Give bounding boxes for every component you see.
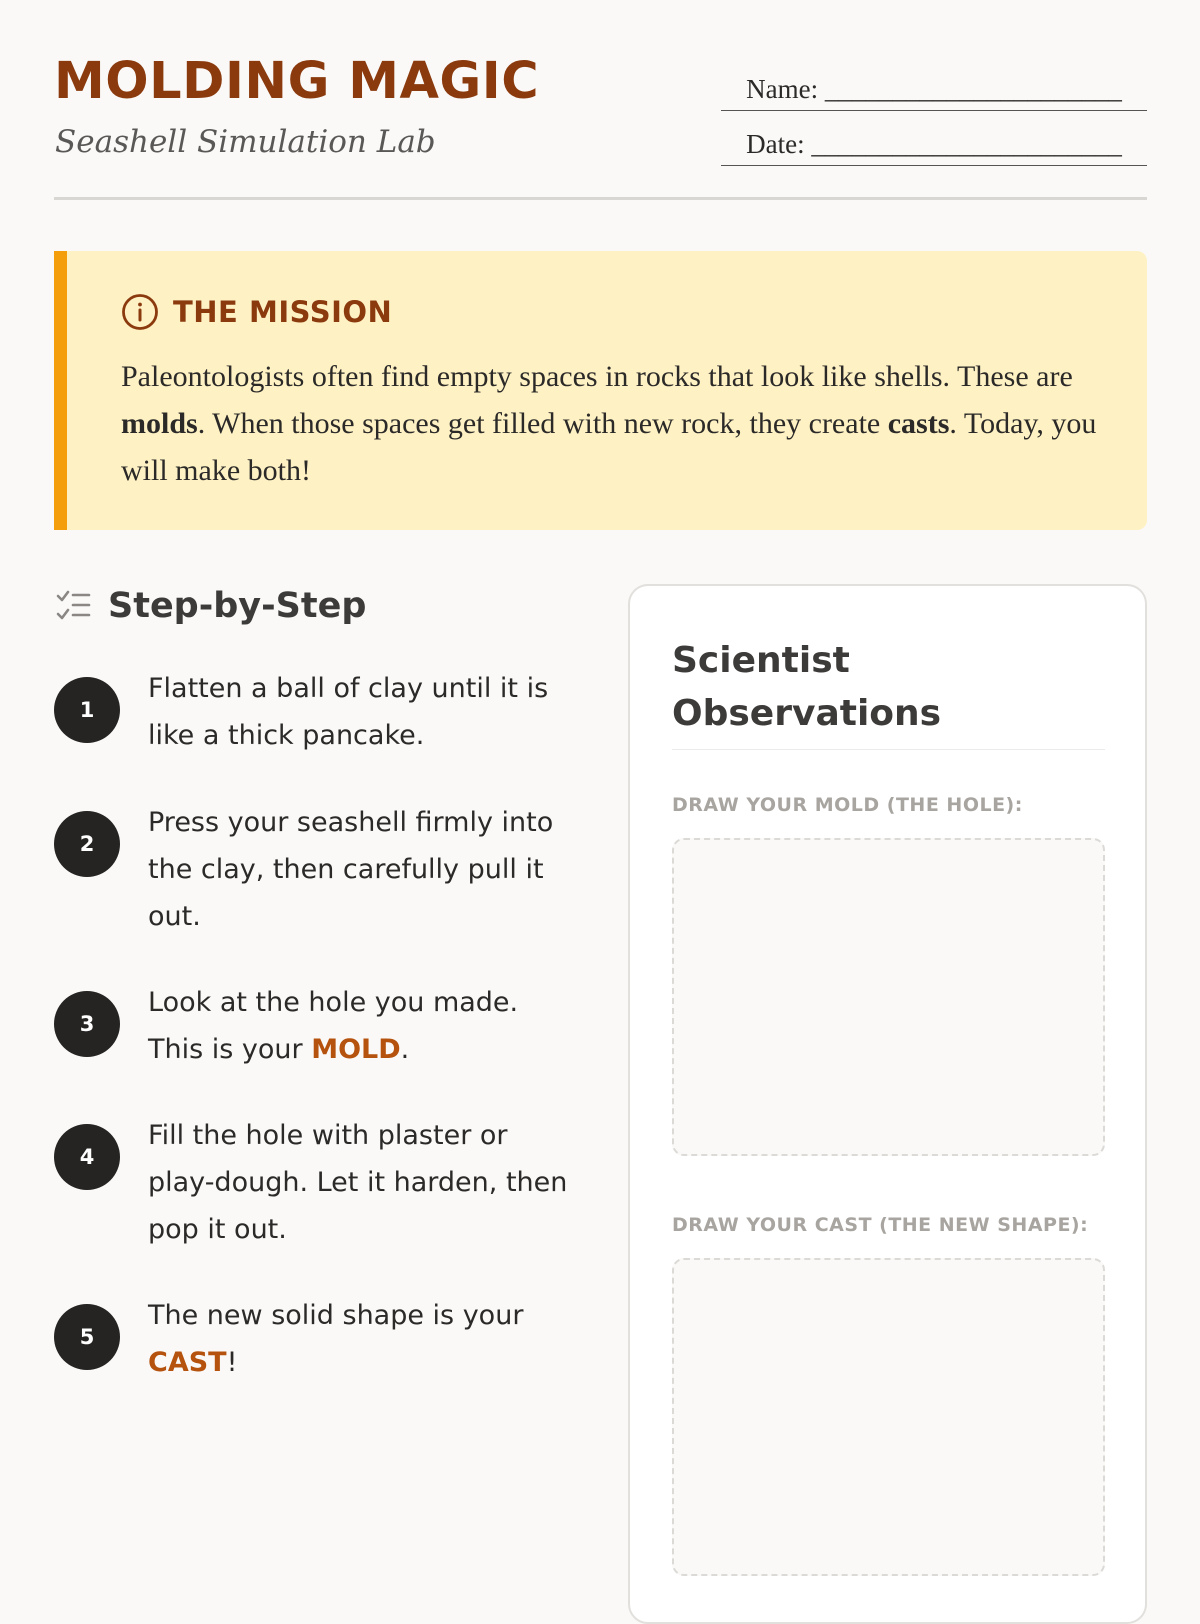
step-text: Fill the hole with plaster or play-dough. Let it harden, then pop it out. <box>148 1120 568 1245</box>
step-text: Press your seashell firmly into the clay, then carefully pull it out. <box>148 807 554 932</box>
mission-text-part: . Today, you will make both! <box>121 407 1097 487</box>
step-text <box>148 979 578 1073</box>
step-text-part: Look at the hole you made. This is your <box>148 987 519 1065</box>
step-text-part: The new solid shape is your <box>148 1300 524 1331</box>
mission-title: THE MISSION <box>173 295 393 329</box>
worksheet-header <box>54 0 1147 200</box>
step-number: 5 <box>54 1304 120 1370</box>
steps-title: Step-by-Step <box>108 586 367 626</box>
cast-drawing-label: DRAW YOUR CAST (THE NEW SHAPE): <box>672 1214 1089 1236</box>
step-text: Flatten a ball of clay until it is like a thick pancake. <box>148 673 549 751</box>
step-number: 1 <box>54 677 120 743</box>
mold-drawing-area[interactable] <box>672 838 1105 1156</box>
observations-title: Scientist Observations <box>672 640 942 734</box>
mold-drawing-label: DRAW YOUR MOLD (THE HOLE): <box>672 794 1023 816</box>
step-text-part: ! <box>226 1347 238 1378</box>
keyword-molds: molds <box>121 407 198 440</box>
name-field[interactable]: Name: ______________________ <box>721 74 1147 111</box>
step-number: 4 <box>54 1124 120 1190</box>
cast-drawing-area[interactable] <box>672 1258 1105 1576</box>
mission-text-part: Paleontologists often find empty spaces in rocks that look like shells. These are <box>121 360 1073 393</box>
info-icon <box>121 293 159 331</box>
divider <box>672 749 1105 750</box>
keyword-casts: casts <box>887 407 950 440</box>
step-text <box>148 1292 578 1386</box>
keyword-mold: MOLD <box>311 1034 401 1065</box>
step-number: 3 <box>54 991 120 1057</box>
step-number: 2 <box>54 811 120 877</box>
keyword-cast: CAST <box>148 1347 227 1378</box>
checklist-icon <box>54 587 92 625</box>
mission-heading <box>121 293 392 331</box>
date-field[interactable]: Date: _______________________ <box>721 129 1147 166</box>
mission-text-part: . When those spaces get filled with new rock, they create <box>197 407 888 440</box>
mission-text <box>121 353 1121 494</box>
page-title: MOLDING MAGIC <box>54 52 540 111</box>
mission-callout <box>54 251 1147 530</box>
steps-heading <box>54 586 366 626</box>
observations-card <box>628 584 1147 1624</box>
page-subtitle: Seashell Simulation Lab <box>55 124 436 160</box>
step-text-part: . <box>400 1034 410 1065</box>
